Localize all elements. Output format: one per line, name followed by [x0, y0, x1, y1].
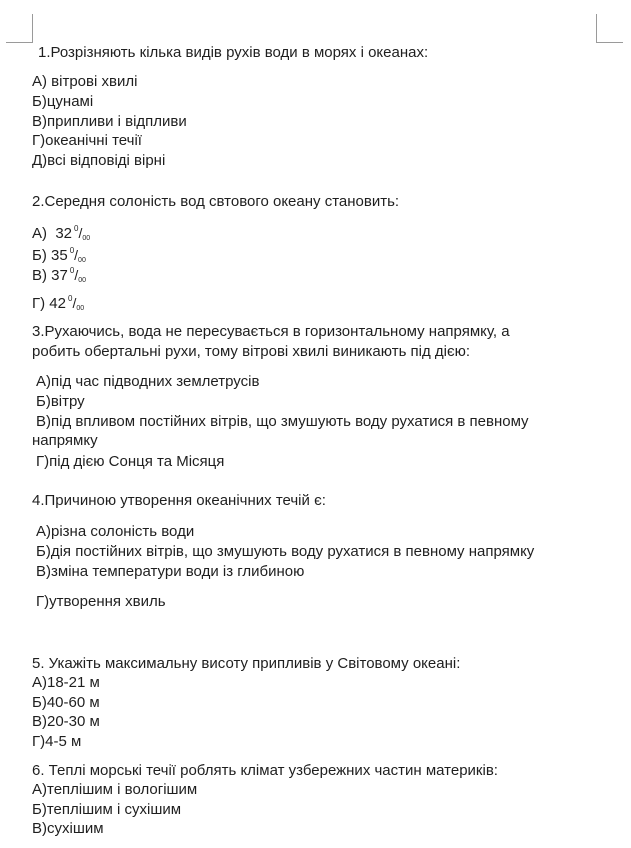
question-1-text: 1.Розрізняють кілька видів рухів води в морях і океанах:	[38, 44, 429, 61]
crop-mark-left	[6, 14, 33, 43]
question-6-option-c: В)сухішим	[32, 820, 104, 837]
permille-slash: /	[78, 225, 83, 241]
question-6-text: 6. Теплі морські течії роблять клімат узбережних частин материків:	[32, 762, 498, 779]
question-1-option-e: Д)всі відповіді вірні	[32, 152, 166, 169]
permille-slash: /	[72, 295, 77, 311]
question-4-option-d: Г)утворення хвиль	[36, 593, 166, 610]
question-5-text: 5. Укажіть максимальну висоту припливів у Світовому океані:	[32, 655, 461, 672]
permille-degree: 0	[74, 224, 79, 233]
option-label: В)	[32, 267, 47, 284]
salinity-value: 37	[51, 267, 68, 284]
question-4-option-c: В)зміна температури води із глибиною	[36, 563, 305, 580]
option-label: Г)	[32, 295, 46, 312]
question-5-option-a: А)18-21 м	[32, 674, 100, 691]
question-4-text: 4.Причиною утворення океанічних течій є:	[32, 492, 326, 509]
question-6-option-a: А)теплішим і вологішим	[32, 781, 198, 798]
question-1-option-b: Б)цунамі	[32, 93, 94, 110]
permille-degree: 0	[69, 246, 75, 255]
question-5-option-c: В)20-30 м	[32, 713, 100, 730]
question-6-option-b: Б)теплішим і сухішим	[32, 801, 182, 818]
salinity-value: 42	[49, 295, 66, 312]
question-2-option-d	[32, 294, 84, 316]
permille-slash: /	[74, 267, 79, 283]
question-2-option-c	[32, 266, 86, 288]
salinity-value: 35	[51, 247, 68, 264]
option-label: А)	[32, 225, 47, 242]
question-3-option-b: Б)вітру	[36, 393, 85, 410]
question-3-option-c-continued: напрямку	[32, 432, 98, 449]
question-2-option-a	[32, 224, 90, 246]
permille-zeros: 00	[78, 277, 86, 284]
question-1-option-a: А) вітрові хвилі	[32, 73, 138, 90]
salinity-value: 32	[55, 225, 73, 242]
question-4-option-a: А)різна солоність води	[36, 523, 195, 540]
question-3-text-line-2: робить обертальні рухи, тому вітрові хвилі виникають під дією:	[32, 343, 471, 360]
question-2-text: 2.Середня солоність вод свтового океану становить:	[32, 193, 400, 210]
permille-zeros: 00	[78, 257, 86, 264]
question-1-option-d: Г)океанічні течії	[32, 132, 142, 149]
permille-degree: 0	[67, 294, 73, 303]
permille-slash: /	[74, 247, 79, 263]
question-3-option-d: Г)під дією Сонця та Місяця	[36, 453, 225, 470]
question-5-option-d: Г)4-5 м	[32, 733, 82, 750]
question-3-option-c: В)під впливом постійних вітрів, що змушують воду рухатися в певному	[36, 413, 529, 430]
question-3-option-a: А)під час підводних землетрусів	[36, 373, 260, 390]
question-2-option-b	[32, 246, 86, 268]
permille-zeros: 00	[82, 235, 91, 242]
option-label: Б)	[32, 247, 47, 264]
permille-degree: 0	[69, 266, 75, 275]
question-1-option-c: В)припливи і відпливи	[32, 113, 187, 130]
crop-mark-right	[596, 14, 623, 43]
question-3-text-line-1: 3.Рухаючись, вода не пересувається в горизонтальному напрямку, а	[32, 323, 510, 340]
question-4-option-b: Б)дія постійних вітрів, що змушують воду рухатися в певному напрямку	[36, 543, 535, 560]
question-5-option-b: Б)40-60 м	[32, 694, 100, 711]
permille-zeros: 00	[76, 305, 85, 312]
